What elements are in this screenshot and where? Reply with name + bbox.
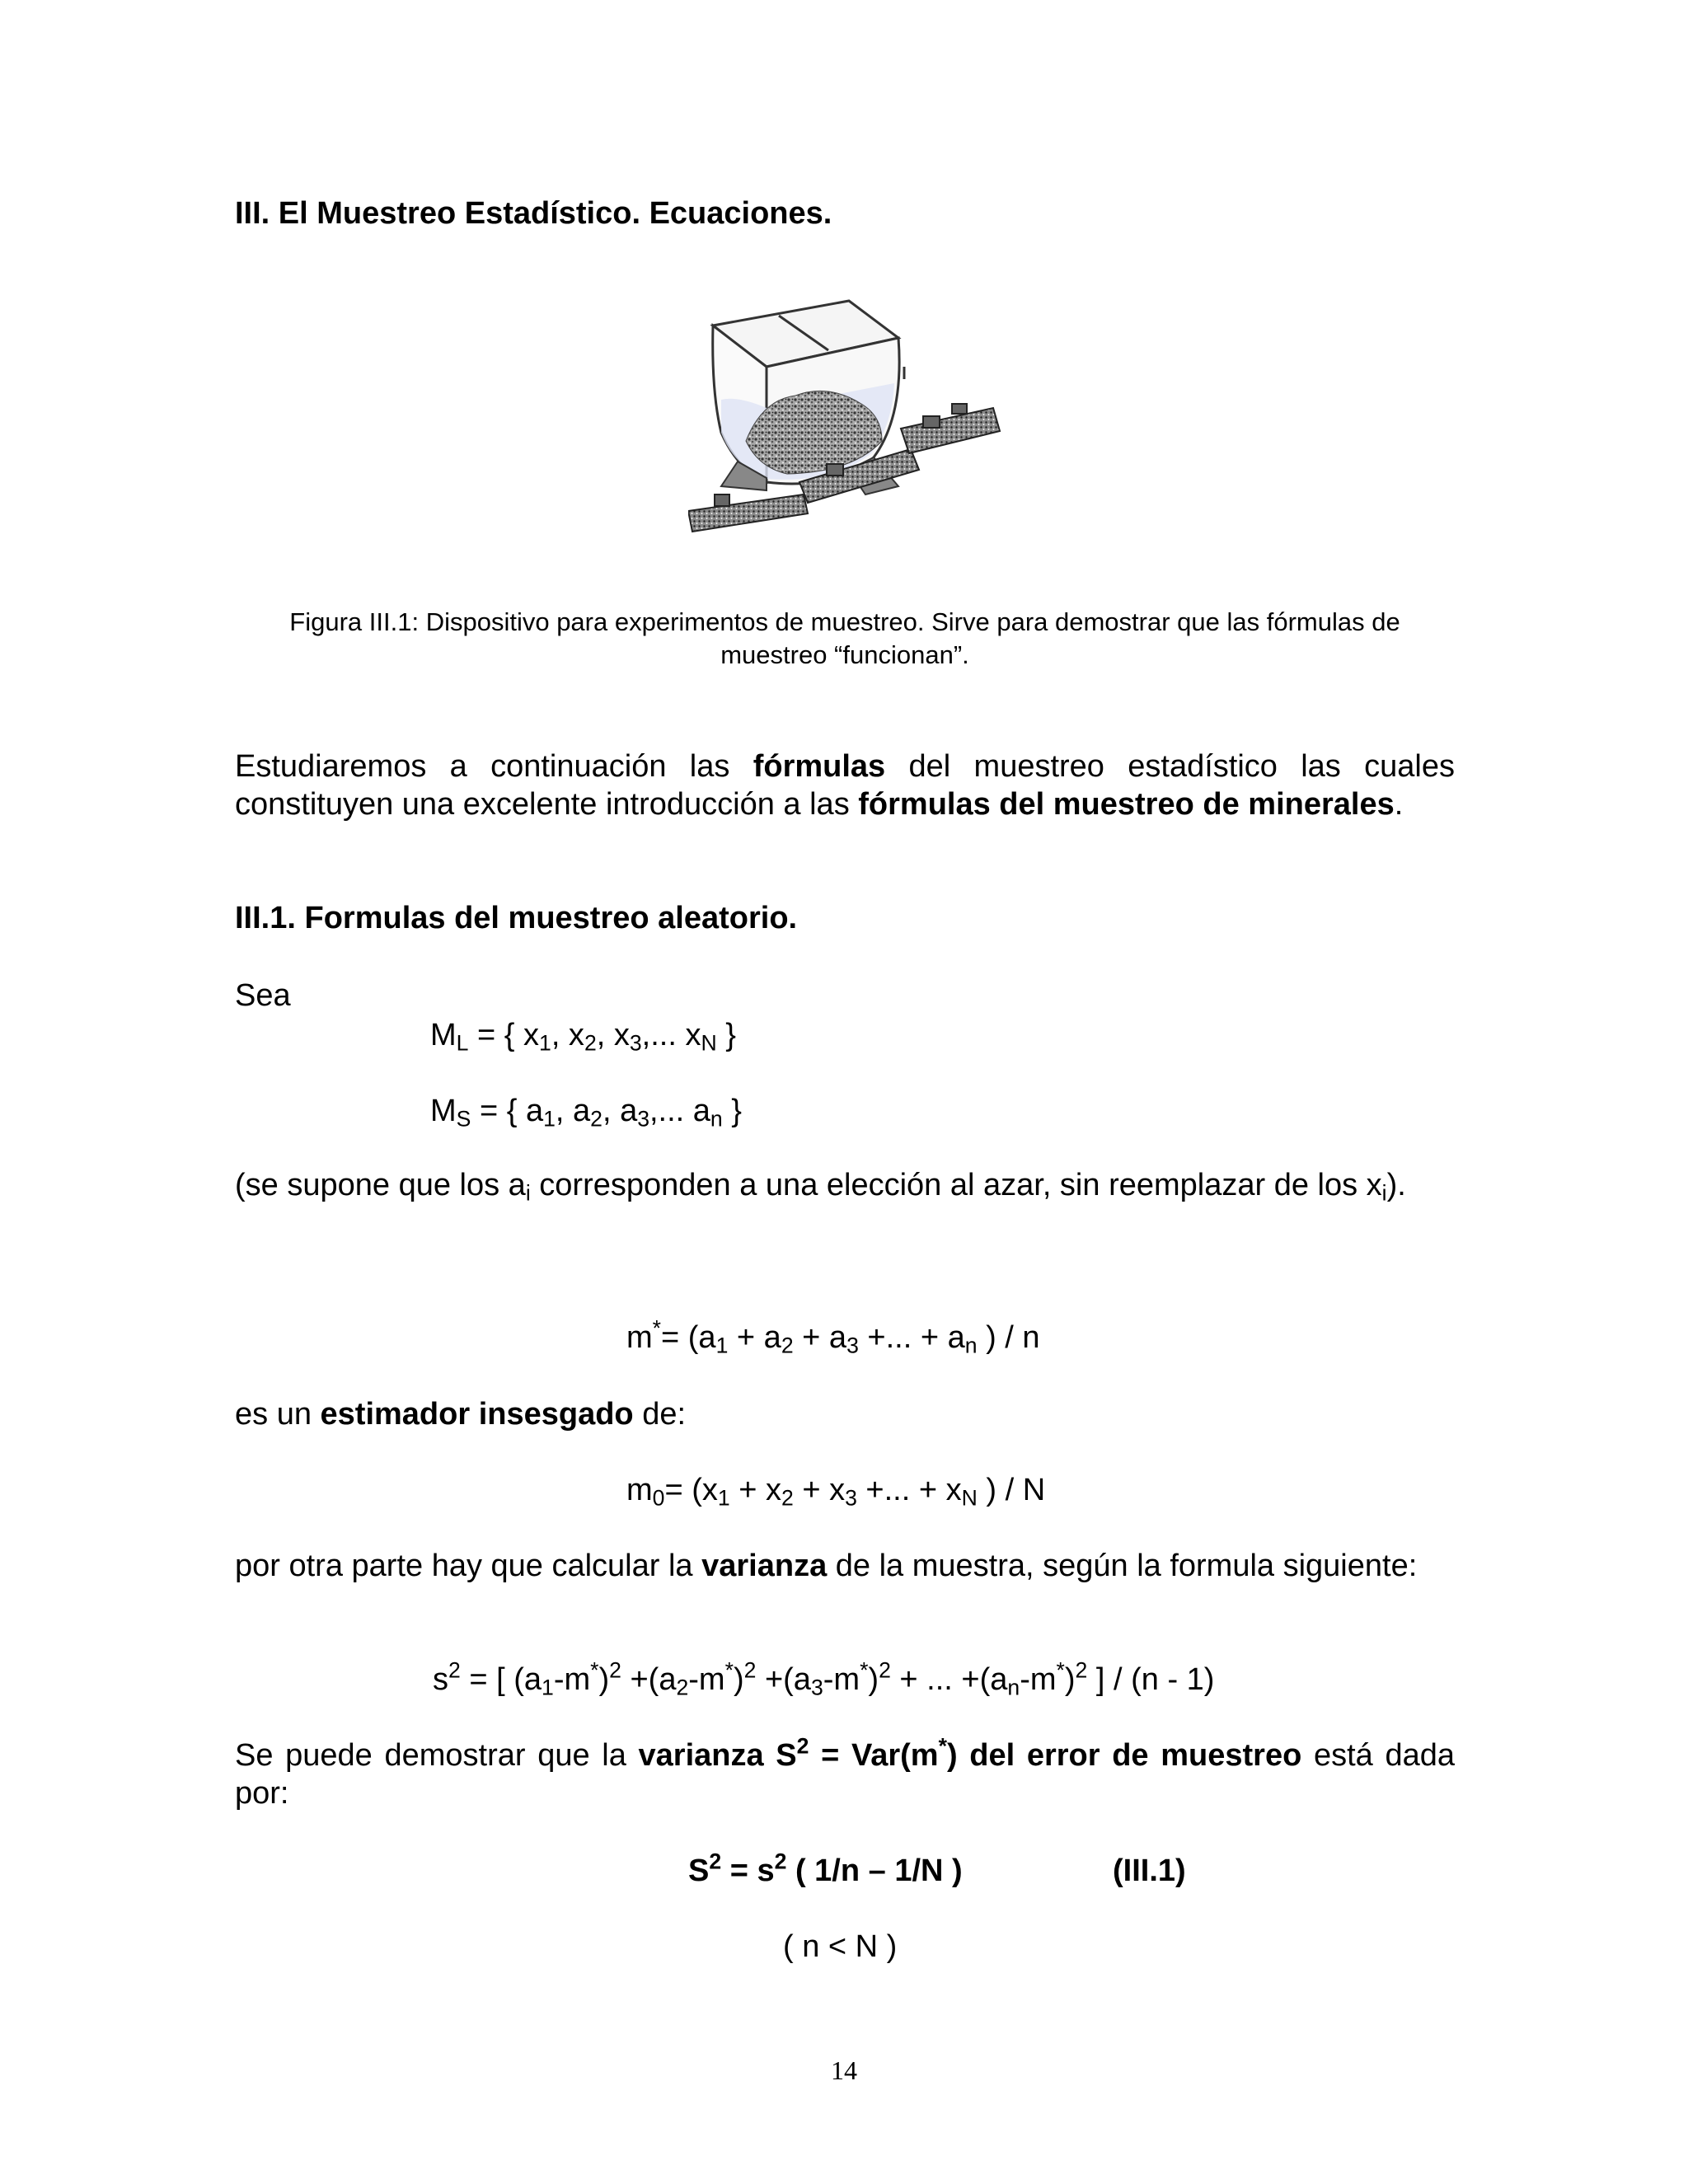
condition-text: ( n < N ) — [783, 1929, 898, 1964]
figure-caption-line-1: Figura III.1: Dispositivo para experimentos de muestreo. Sirve para demostrar que las fórmulas de — [289, 607, 1400, 636]
equation-label: (III.1) — [1113, 1854, 1186, 1888]
set-ML-equation: $M_L$ = { $x_1$, $x_2$, $x_3$,... $x_N$ } — [430, 1018, 736, 1056]
variance-paragraph: por otra parte hay que calcular la varianza de la muestra, según la formula siguiente: — [235, 1549, 1418, 1583]
sampling-error-paragraph: Se puede demostrar que la varianza $S^2 = Var(m^*)$ del error de muestreo está dada por: — [235, 1733, 1455, 1811]
subsection-heading: III.1. Formulas del muestreo aleatorio. — [235, 901, 798, 935]
sample-mean-equation: $m^*= (a_1 + a_2 + a_3$ +... + $a_n$ ) / n — [626, 1315, 1040, 1358]
population-mean-equation: $m_0= (x_1 + x_2 + x_3$ +... + $x_N$ ) / N — [626, 1473, 1046, 1511]
random-selection-paragraph: (se supone que los $a_i$ corresponden a una elección al azar, sin reemplazar de los $x_i$). — [235, 1168, 1406, 1206]
estimator-sentence: es un estimador insesgado de: — [235, 1397, 687, 1432]
page-number: 14 — [831, 2055, 857, 2085]
set-MS-equation: $M_S$ = { $a_1$, $a_2$, $a_3$,... $a_n$ } — [430, 1094, 742, 1132]
sampling-device-figure — [688, 293, 1018, 552]
figure-caption-line-2: muestreo “funcionan”. — [720, 640, 969, 669]
section-heading: III. El Muestreo Estadístico. Ecuaciones. — [235, 196, 832, 231]
sample-variance-equation: $s^2$ = [ $(a_1-m^*)^2 +(a_2-m^*)^2 +(a_3-m^*)^2$ + ... $+(a_n-m^*)^2$ ] / (n - 1) — [433, 1657, 1215, 1700]
intro-paragraph: Estudiaremos a continuación las fórmulas del muestreo estadístico las cuales constituyen una excelente introducción a las fórmulas del muestreo de minerales. — [235, 749, 1455, 822]
sea-label: Sea — [235, 978, 291, 1013]
error-variance-equation: $S^2 = s^2$ ( 1/n – 1/N ) — [688, 1849, 963, 1888]
